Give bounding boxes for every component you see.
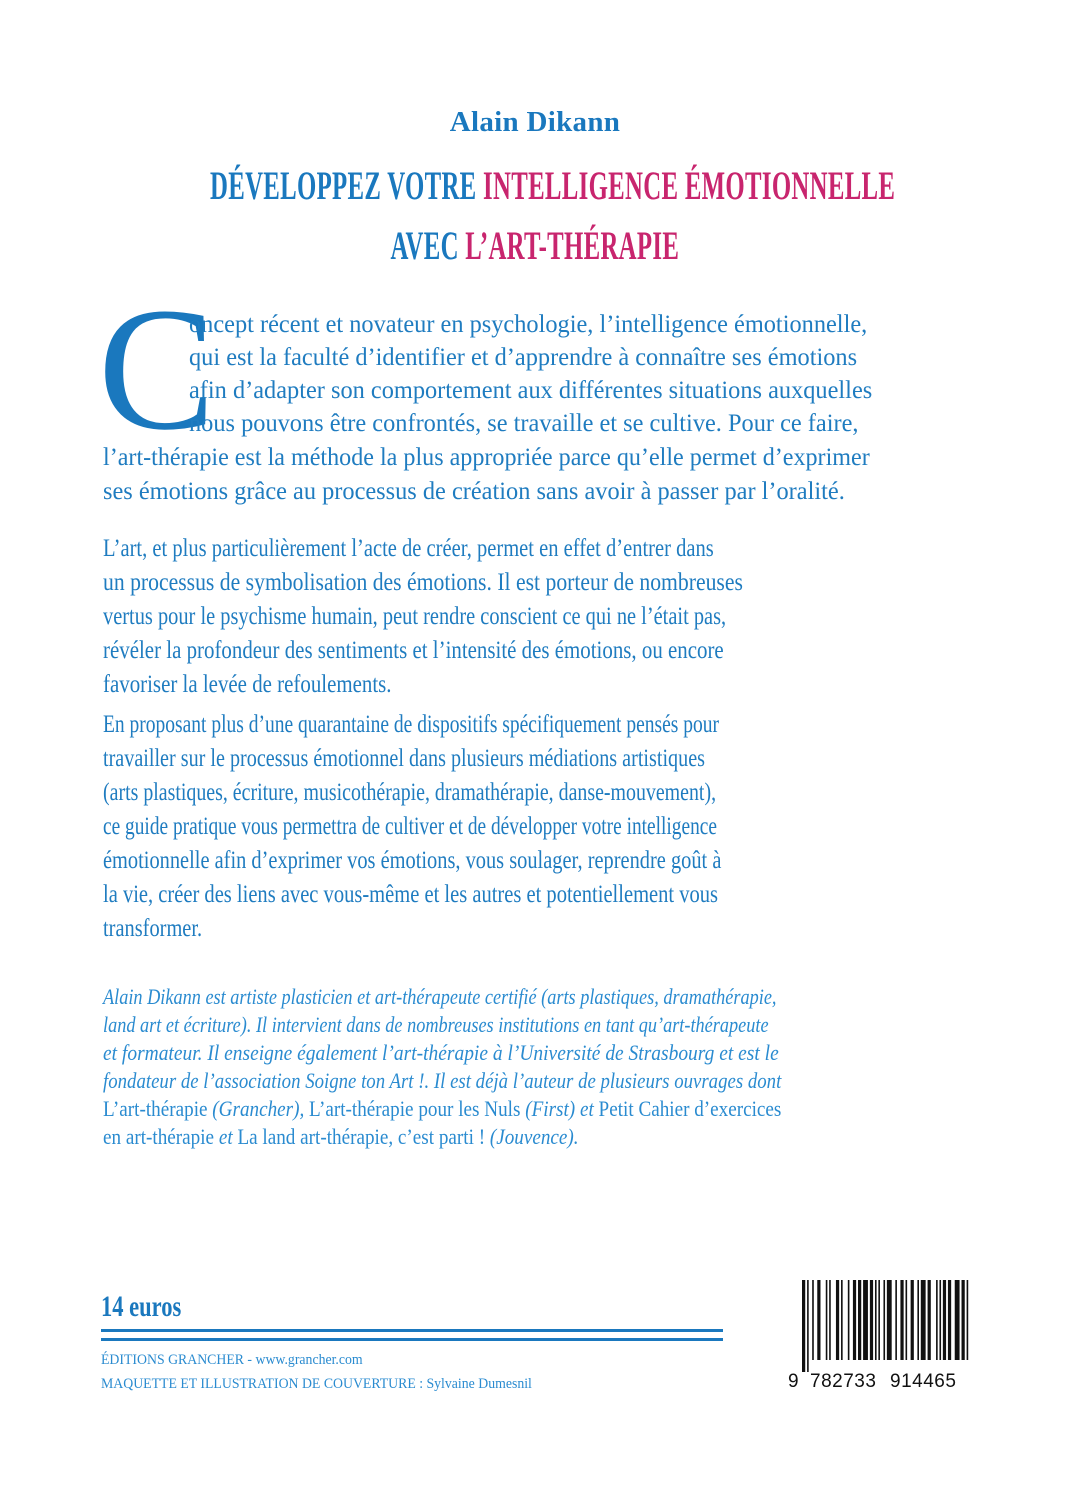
publisher-line: ÉDITIONS GRANCHER - www.grancher.com <box>101 1352 363 1368</box>
text-line: révéler la profondeur des sentiments et l’intensité des émotions, ou encore <box>103 635 724 664</box>
text-line: vertus pour le psychisme humain, peut rendre conscient ce qui ne l’était pas, <box>103 601 727 630</box>
text-line: travailler sur le processus émotionnel dans plusieurs médiations artistiques <box>103 743 705 772</box>
publisher-note: (Grancher), <box>207 1096 310 1121</box>
barcode-bar <box>853 1280 856 1360</box>
barcode-bar <box>870 1280 873 1360</box>
text-line: afin d’adapter son comportement aux différentes situations auxquelles <box>189 375 873 404</box>
barcode-bar <box>895 1280 897 1360</box>
barcode-bar <box>943 1280 946 1360</box>
barcode-bar <box>848 1280 850 1360</box>
bio-line <box>103 1124 579 1150</box>
barcode-bar <box>906 1280 908 1360</box>
text-line: ce guide pratique vous permettra de cultiver et de développer votre intelligence <box>103 811 717 840</box>
isbn-barcode <box>788 1276 974 1394</box>
bio-line <box>103 1012 769 1038</box>
barcode-bar <box>900 1280 903 1360</box>
barcode-bar <box>878 1280 880 1360</box>
barcode-bar <box>836 1280 839 1360</box>
barcode-bar <box>826 1280 828 1360</box>
book-title: Petit Cahier d’exercices <box>598 1096 782 1121</box>
barcode-bar <box>967 1280 969 1360</box>
bio-text: et formateur. Il enseigne également l’art-thérapie à l’Université de Strasbourg et est le <box>103 1040 779 1065</box>
barcode-bar <box>829 1280 831 1360</box>
text-line: L’art, et plus particulièrement l’acte de créer, permet en effet d’entrer dans <box>103 533 714 562</box>
barcode-first-digit: 9 <box>788 1371 799 1392</box>
barcode-bar <box>883 1280 885 1360</box>
text-line: émotionnelle afin d’exprimer vos émotions, vous soulager, reprendre goût à <box>103 845 722 874</box>
book-title: L’art-thérapie pour les Nuls <box>309 1096 521 1121</box>
barcode-bar <box>936 1280 938 1360</box>
publisher-note: (Jouvence). <box>485 1124 579 1149</box>
book-title: L’art-thérapie <box>103 1096 208 1121</box>
book-title-line-2 <box>0 224 1070 268</box>
book-title: en art-thérapie <box>103 1124 215 1149</box>
barcode-bar <box>948 1280 951 1360</box>
divider-rule <box>101 1329 723 1332</box>
author-name: Alain Dikann <box>449 106 621 138</box>
text-line: (arts plastiques, écriture, musicothérapie, dramathérapie, danse-mouvement), <box>103 777 717 806</box>
text-line: transformer. <box>103 913 203 942</box>
publisher-note: (First) et <box>520 1096 599 1121</box>
text-line: l’art-thérapie est la méthode la plus appropriée parce qu’elle permet d’exprimer <box>103 442 870 471</box>
title-blue-part: AVEC <box>390 223 466 268</box>
barcode-bar <box>863 1280 868 1360</box>
book-title: La land art-thérapie, c’est parti ! <box>237 1124 486 1149</box>
book-title-line-1 <box>0 164 1070 208</box>
text-line: ses émotions grâce au processus de création sans avoir à passer par l’oralité. <box>103 476 845 505</box>
text-line: En proposant plus d’une quarantaine de dispositifs spécifiquement pensés pour <box>103 709 719 738</box>
bio-text: land art et écriture). Il intervient dans de nombreuses institutions en tant qu’art-thérapeute <box>103 1012 769 1037</box>
barcode-bar <box>921 1280 926 1360</box>
credits-line: MAQUETTE ET ILLUSTRATION DE COUVERTURE : Sylvaine Dumesnil <box>101 1376 532 1392</box>
text-line: qui est la faculté d’identifier et d’apprendre à connaître ses émotions <box>189 342 858 371</box>
bio-line <box>103 1040 779 1066</box>
drop-cap: C <box>98 272 216 467</box>
bio-line <box>103 984 777 1010</box>
barcode-bar <box>841 1280 843 1360</box>
barcode-bar <box>917 1280 919 1360</box>
bio-line <box>103 1068 781 1094</box>
divider-rule <box>101 1338 723 1341</box>
barcode-bar <box>812 1280 814 1360</box>
text-line: oncept récent et novateur en psychologie, l’intelligence émotionnelle, <box>189 309 868 338</box>
barcode-bar <box>928 1280 931 1360</box>
title-pink-part: L’ART-THÉRAPIE <box>465 223 680 268</box>
price: 14 euros <box>101 1290 182 1323</box>
barcode-bar <box>875 1280 877 1360</box>
text-line: un processus de symbolisation des émotions. Il est porteur de nombreuses <box>103 567 743 596</box>
conjunction: et <box>214 1124 238 1149</box>
barcode-bar <box>817 1280 820 1360</box>
title-blue-part: DÉVELOPPEZ VOTRE <box>210 163 484 208</box>
barcode-bar <box>887 1280 892 1360</box>
barcode-bar <box>962 1280 965 1360</box>
barcode-bars <box>788 1276 974 1372</box>
bio-text: Alain Dikann est artiste plasticien et art-thérapeute certifié (arts plastiques, dramathérapie, <box>103 984 777 1009</box>
title-pink-part: INTELLIGENCE ÉMOTIONNELLE <box>483 163 896 208</box>
barcode-bar <box>807 1280 809 1372</box>
barcode-bar <box>858 1280 861 1360</box>
barcode-left-digits: 782733 <box>810 1371 877 1392</box>
text-line: favoriser la levée de refoulements. <box>103 669 392 698</box>
barcode-bar <box>911 1280 914 1360</box>
barcode-right-digits: 914465 <box>890 1371 957 1392</box>
barcode-bar <box>955 1280 960 1360</box>
text-line: la vie, créer des liens avec vous-même et les autres et potentiellement vous <box>103 879 719 908</box>
text-line: nous pouvons être confrontés, se travaille et se cultive. Pour ce faire, <box>189 408 859 437</box>
bio-text: fondateur de l’association Soigne ton Art !. Il est déjà l’auteur de plusieurs ouvrages dont <box>103 1068 782 1093</box>
bio-line <box>103 1096 781 1122</box>
barcode-bar <box>802 1280 805 1372</box>
barcode-bar <box>939 1280 941 1360</box>
